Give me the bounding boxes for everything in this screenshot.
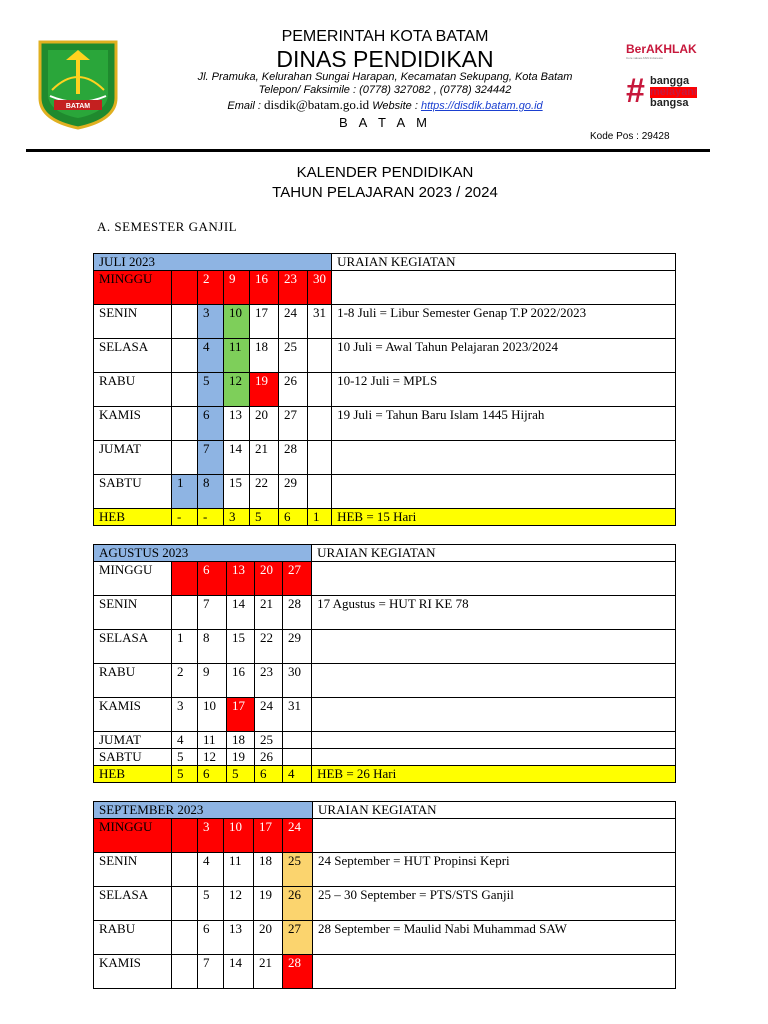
heb-cell: 5 [172,766,198,783]
heb-cell: 6 [255,766,283,783]
date-cell [172,271,198,305]
date-cell: 7 [198,955,224,989]
date-cell: 17 [227,698,255,732]
activity-note [312,732,676,749]
day-label: RABU [94,664,172,698]
day-label: RABU [94,921,172,955]
month-name: JULI 2023 [94,254,332,271]
activity-note [332,271,676,305]
date-cell: 26 [279,373,308,407]
date-cell: 8 [198,630,227,664]
activity-note [312,630,676,664]
heb-cell: 5 [227,766,255,783]
date-cell: 28 [283,955,313,989]
date-cell: 3 [198,819,224,853]
date-cell [308,373,332,407]
date-cell: 25 [255,732,283,749]
day-label: MINGGU [94,562,172,596]
heb-label: HEB [94,509,172,526]
date-cell: 16 [250,271,279,305]
heb-cell: - [198,509,224,526]
date-cell: 7 [198,441,224,475]
date-cell: 1 [172,475,198,509]
activity-note: 17 Agustus = HUT RI KE 78 [312,596,676,630]
date-cell: 14 [224,441,250,475]
bangsa-word: bangsa [650,97,689,109]
date-cell: 31 [283,698,312,732]
date-cell: 7 [198,596,227,630]
heb-label: HEB [94,766,172,783]
hashtag-icon: # [626,72,645,110]
day-label: SENIN [94,853,172,887]
date-cell: 15 [224,475,250,509]
day-label: SELASA [94,630,172,664]
date-cell: 27 [283,921,313,955]
batam-city-logo [36,38,120,130]
day-label: KAMIS [94,407,172,441]
date-cell: 4 [198,853,224,887]
date-cell: 15 [227,630,255,664]
activity-note: 19 Juli = Tahun Baru Islam 1445 Hijrah [332,407,676,441]
day-label: SABTU [94,749,172,766]
section-heading: A. SEMESTER GANJIL [97,219,238,234]
government-name: PEMERINTAH KOTA BATAM [281,28,489,45]
activity-note [312,698,676,732]
date-cell: 26 [255,749,283,766]
uraian-header: URAIAN KEGIATAN [332,254,676,271]
date-cell: 25 [283,853,313,887]
day-label: JUMAT [94,441,172,475]
day-label: SELASA [94,339,172,373]
activity-note [312,562,676,596]
date-cell: 18 [250,339,279,373]
melayani-word: melayani [650,86,698,98]
date-cell [172,407,198,441]
bangga-word: bangga [650,75,690,87]
date-cell: 28 [283,596,312,630]
email-label: Email : [227,100,265,112]
activity-note: 10-12 Juli = MPLS [332,373,676,407]
date-cell: 12 [224,887,254,921]
date-cell: 4 [198,339,224,373]
document-title: KALENDER PENDIDIKAN [296,164,474,181]
date-cell: 19 [250,373,279,407]
uraian-header: URAIAN KEGIATAN [312,545,676,562]
date-cell: 19 [227,749,255,766]
bangga-melayani-logo [626,74,722,114]
date-cell [172,955,198,989]
date-cell: 5 [198,887,224,921]
website-label: Website : [369,100,421,112]
date-cell: 5 [198,373,224,407]
date-cell [172,596,198,630]
contact-line [180,97,590,113]
date-cell [172,887,198,921]
date-cell: 18 [227,732,255,749]
date-cell: 9 [198,664,227,698]
date-cell: 29 [279,475,308,509]
date-cell: 17 [250,305,279,339]
date-cell [172,373,198,407]
date-cell: 13 [224,407,250,441]
calendar-table-august [93,544,676,783]
day-label: MINGGU [94,819,172,853]
date-cell: 3 [172,698,198,732]
calendar-table-july [93,253,676,526]
date-cell [283,732,312,749]
header-divider [26,149,710,152]
month-name: SEPTEMBER 2023 [94,802,313,819]
day-label: RABU [94,373,172,407]
date-cell: 10 [224,305,250,339]
date-cell: 2 [172,664,198,698]
date-cell [172,305,198,339]
berakhlak-text: BerAKHLAK [626,42,697,56]
date-cell [308,441,332,475]
date-cell: 27 [279,407,308,441]
heb-note: HEB = 15 Hari [332,509,676,526]
activity-note [332,441,676,475]
activity-note [313,819,676,853]
date-cell: 30 [308,271,332,305]
day-label: SELASA [94,887,172,921]
date-cell: 21 [250,441,279,475]
logo-text: BATAM [65,103,91,110]
date-cell: 27 [283,562,312,596]
phone: Telepon/ Faksimile : (0778) 327082 , (0778) 324442 [258,84,512,96]
date-cell: 10 [198,698,227,732]
date-cell: 12 [198,749,227,766]
date-cell: 2 [198,271,224,305]
date-cell: 9 [224,271,250,305]
city: B A T A M [339,115,431,130]
date-cell [172,339,198,373]
document-subtitle: TAHUN PELAJARAN 2023 / 2024 [272,184,498,201]
day-label: SENIN [94,305,172,339]
address: Jl. Pramuka, Kelurahan Sungai Harapan, Kecamatan Sekupang, Kota Batam [197,71,573,83]
berakhlak-subtitle: Core values ASN Indonesia [626,56,663,60]
heb-cell: 6 [198,766,227,783]
date-cell: 10 [224,819,254,853]
date-cell [308,407,332,441]
month-name: AGUSTUS 2023 [94,545,312,562]
date-cell: 6 [198,407,224,441]
activity-note [332,475,676,509]
date-cell: 1 [172,630,198,664]
date-cell: 14 [227,596,255,630]
date-cell: 16 [227,664,255,698]
date-cell: 12 [224,373,250,407]
date-cell [172,441,198,475]
berakhlak-logo [626,42,716,62]
day-label: SENIN [94,596,172,630]
date-cell: 22 [255,630,283,664]
date-cell: 6 [198,562,227,596]
date-cell: 20 [254,921,283,955]
department-name: DINAS PENDIDIKAN [276,46,494,72]
calendar-table-september [93,801,676,989]
uraian-header: URAIAN KEGIATAN [313,802,676,819]
date-cell: 28 [279,441,308,475]
date-cell: 4 [172,732,198,749]
date-cell [308,475,332,509]
day-label: KAMIS [94,955,172,989]
heb-cell: 3 [224,509,250,526]
date-cell: 20 [255,562,283,596]
heb-cell: 1 [308,509,332,526]
date-cell: 17 [254,819,283,853]
heb-cell: 6 [279,509,308,526]
date-cell [283,749,312,766]
date-cell: 11 [198,732,227,749]
date-cell [172,853,198,887]
heb-cell: 5 [250,509,279,526]
day-label: KAMIS [94,698,172,732]
email-address: disdik@batam.go.id [264,97,370,112]
date-cell: 22 [250,475,279,509]
day-label: MINGGU [94,271,172,305]
heb-cell: 4 [283,766,312,783]
date-cell: 11 [224,853,254,887]
date-cell: 5 [172,749,198,766]
date-cell: 13 [227,562,255,596]
heb-note: HEB = 26 Hari [312,766,676,783]
date-cell: 11 [224,339,250,373]
date-cell: 23 [255,664,283,698]
activity-note: 1-8 Juli = Libur Semester Genap T.P 2022/2023 [332,305,676,339]
date-cell: 3 [198,305,224,339]
date-cell: 31 [308,305,332,339]
website-link[interactable]: https://disdik.batam.go.id [420,100,543,112]
activity-note [312,749,676,766]
activity-note: 24 September = HUT Propinsi Kepri [313,853,676,887]
date-cell: 18 [254,853,283,887]
date-cell [172,921,198,955]
date-cell: 14 [224,955,254,989]
postal-code: Kode Pos : 29428 [590,131,670,142]
date-cell: 29 [283,630,312,664]
activity-note: 28 September = Maulid Nabi Muhammad SAW [313,921,676,955]
heb-cell: - [172,509,198,526]
date-cell: 24 [283,819,313,853]
date-cell: 24 [279,305,308,339]
day-label: JUMAT [94,732,172,749]
day-label: SABTU [94,475,172,509]
date-cell: 21 [254,955,283,989]
date-cell: 21 [255,596,283,630]
date-cell [308,339,332,373]
date-cell: 19 [254,887,283,921]
activity-note: 10 Juli = Awal Tahun Pelajaran 2023/2024 [332,339,676,373]
date-cell: 24 [255,698,283,732]
date-cell: 30 [283,664,312,698]
activity-note: 25 – 30 September = PTS/STS Ganjil [313,887,676,921]
date-cell: 13 [224,921,254,955]
date-cell: 6 [198,921,224,955]
date-cell: 23 [279,271,308,305]
date-cell: 25 [279,339,308,373]
activity-note [313,955,676,989]
date-cell [172,562,198,596]
date-cell: 20 [250,407,279,441]
activity-note [312,664,676,698]
date-cell: 26 [283,887,313,921]
date-cell [172,819,198,853]
date-cell: 8 [198,475,224,509]
